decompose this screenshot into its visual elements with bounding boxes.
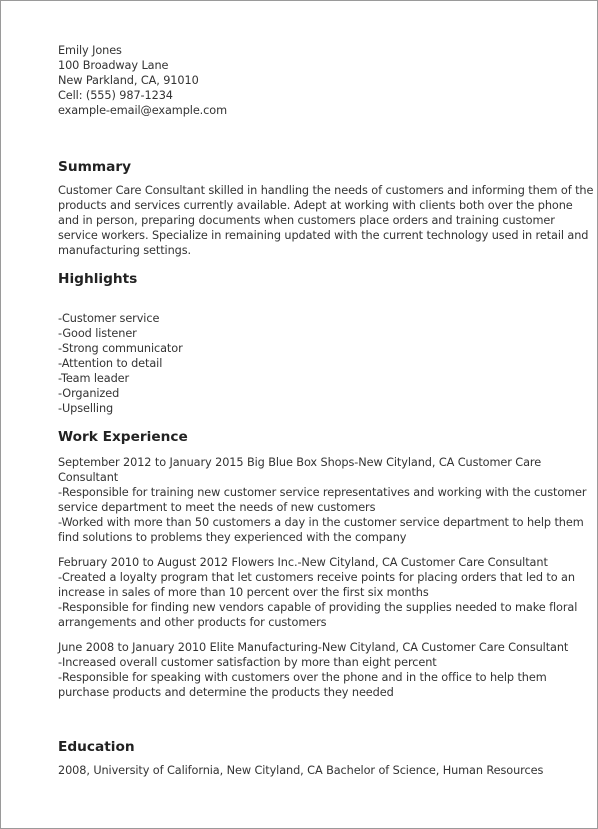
contact-city: New Parkland, CA, 91010 xyxy=(58,74,199,87)
highlight-item: -Good listener xyxy=(58,327,137,340)
job-header: June 2008 to January 2010 Elite Manufacturing-New Cityland, CA Customer Care Consultant xyxy=(58,641,569,654)
contact-block xyxy=(58,43,594,118)
job-bullet: -Worked with more than 50 customers a day in the customer service department to help them find solutions to problems they experienced with the company xyxy=(58,516,584,544)
job-bullet: -Responsible for speaking with customers over the phone and in the office to help them purchase products and determine the products they needed xyxy=(58,671,547,699)
education-heading: Education xyxy=(58,739,135,755)
job-bullet: -Increased overall customer satisfaction by more than eight percent xyxy=(58,656,437,669)
contact-email: example-email@example.com xyxy=(58,104,227,117)
job-entry xyxy=(58,455,594,545)
highlights-heading: Highlights xyxy=(58,271,138,287)
contact-address: 100 Broadway Lane xyxy=(58,59,169,72)
summary-heading: Summary xyxy=(58,159,132,175)
highlight-item: -Team leader xyxy=(58,372,130,385)
job-entry xyxy=(58,555,594,630)
contact-phone: Cell: (555) 987-1234 xyxy=(58,89,173,102)
job-header: September 2012 to January 2015 Big Blue Box Shops-New Cityland, CA Customer Care Consultant xyxy=(58,456,542,484)
highlights-list xyxy=(58,311,594,416)
highlight-item: -Attention to detail xyxy=(58,357,163,370)
contact-name: Emily Jones xyxy=(58,44,122,57)
summary-text: Customer Care Consultant skilled in handling the needs of customers and informing them of the products and services currently available. Adept at working with clients both over the phone and in person, preparing documents when customers place orders and training customer service workers. Specialize in remaining updated with the current technology used in retail and manufacturing settings. xyxy=(58,184,594,257)
job-bullet: -Created a loyalty program that let customers receive points for placing orders that led to an increase in sales of more than 10 percent over the first six months xyxy=(58,571,575,599)
highlight-item: -Organized xyxy=(58,387,120,400)
highlight-item: -Upselling xyxy=(58,402,114,415)
job-entry xyxy=(58,640,594,700)
highlight-item: -Customer service xyxy=(58,312,160,325)
education-text: 2008, University of California, New Cityland, CA Bachelor of Science, Human Resources xyxy=(58,764,544,777)
resume-content xyxy=(58,43,594,778)
work-experience-heading: Work Experience xyxy=(58,429,188,445)
job-bullet: -Responsible for training new customer service representatives and working with the customer service department to meet the needs of new customers xyxy=(58,486,587,514)
job-bullet: -Responsible for finding new vendors capable of providing the supplies needed to make floral arrangements and other products for customers xyxy=(58,601,578,629)
highlight-item: -Strong communicator xyxy=(58,342,183,355)
job-header: February 2010 to August 2012 Flowers Inc.-New Cityland, CA Customer Care Consultant xyxy=(58,556,548,569)
